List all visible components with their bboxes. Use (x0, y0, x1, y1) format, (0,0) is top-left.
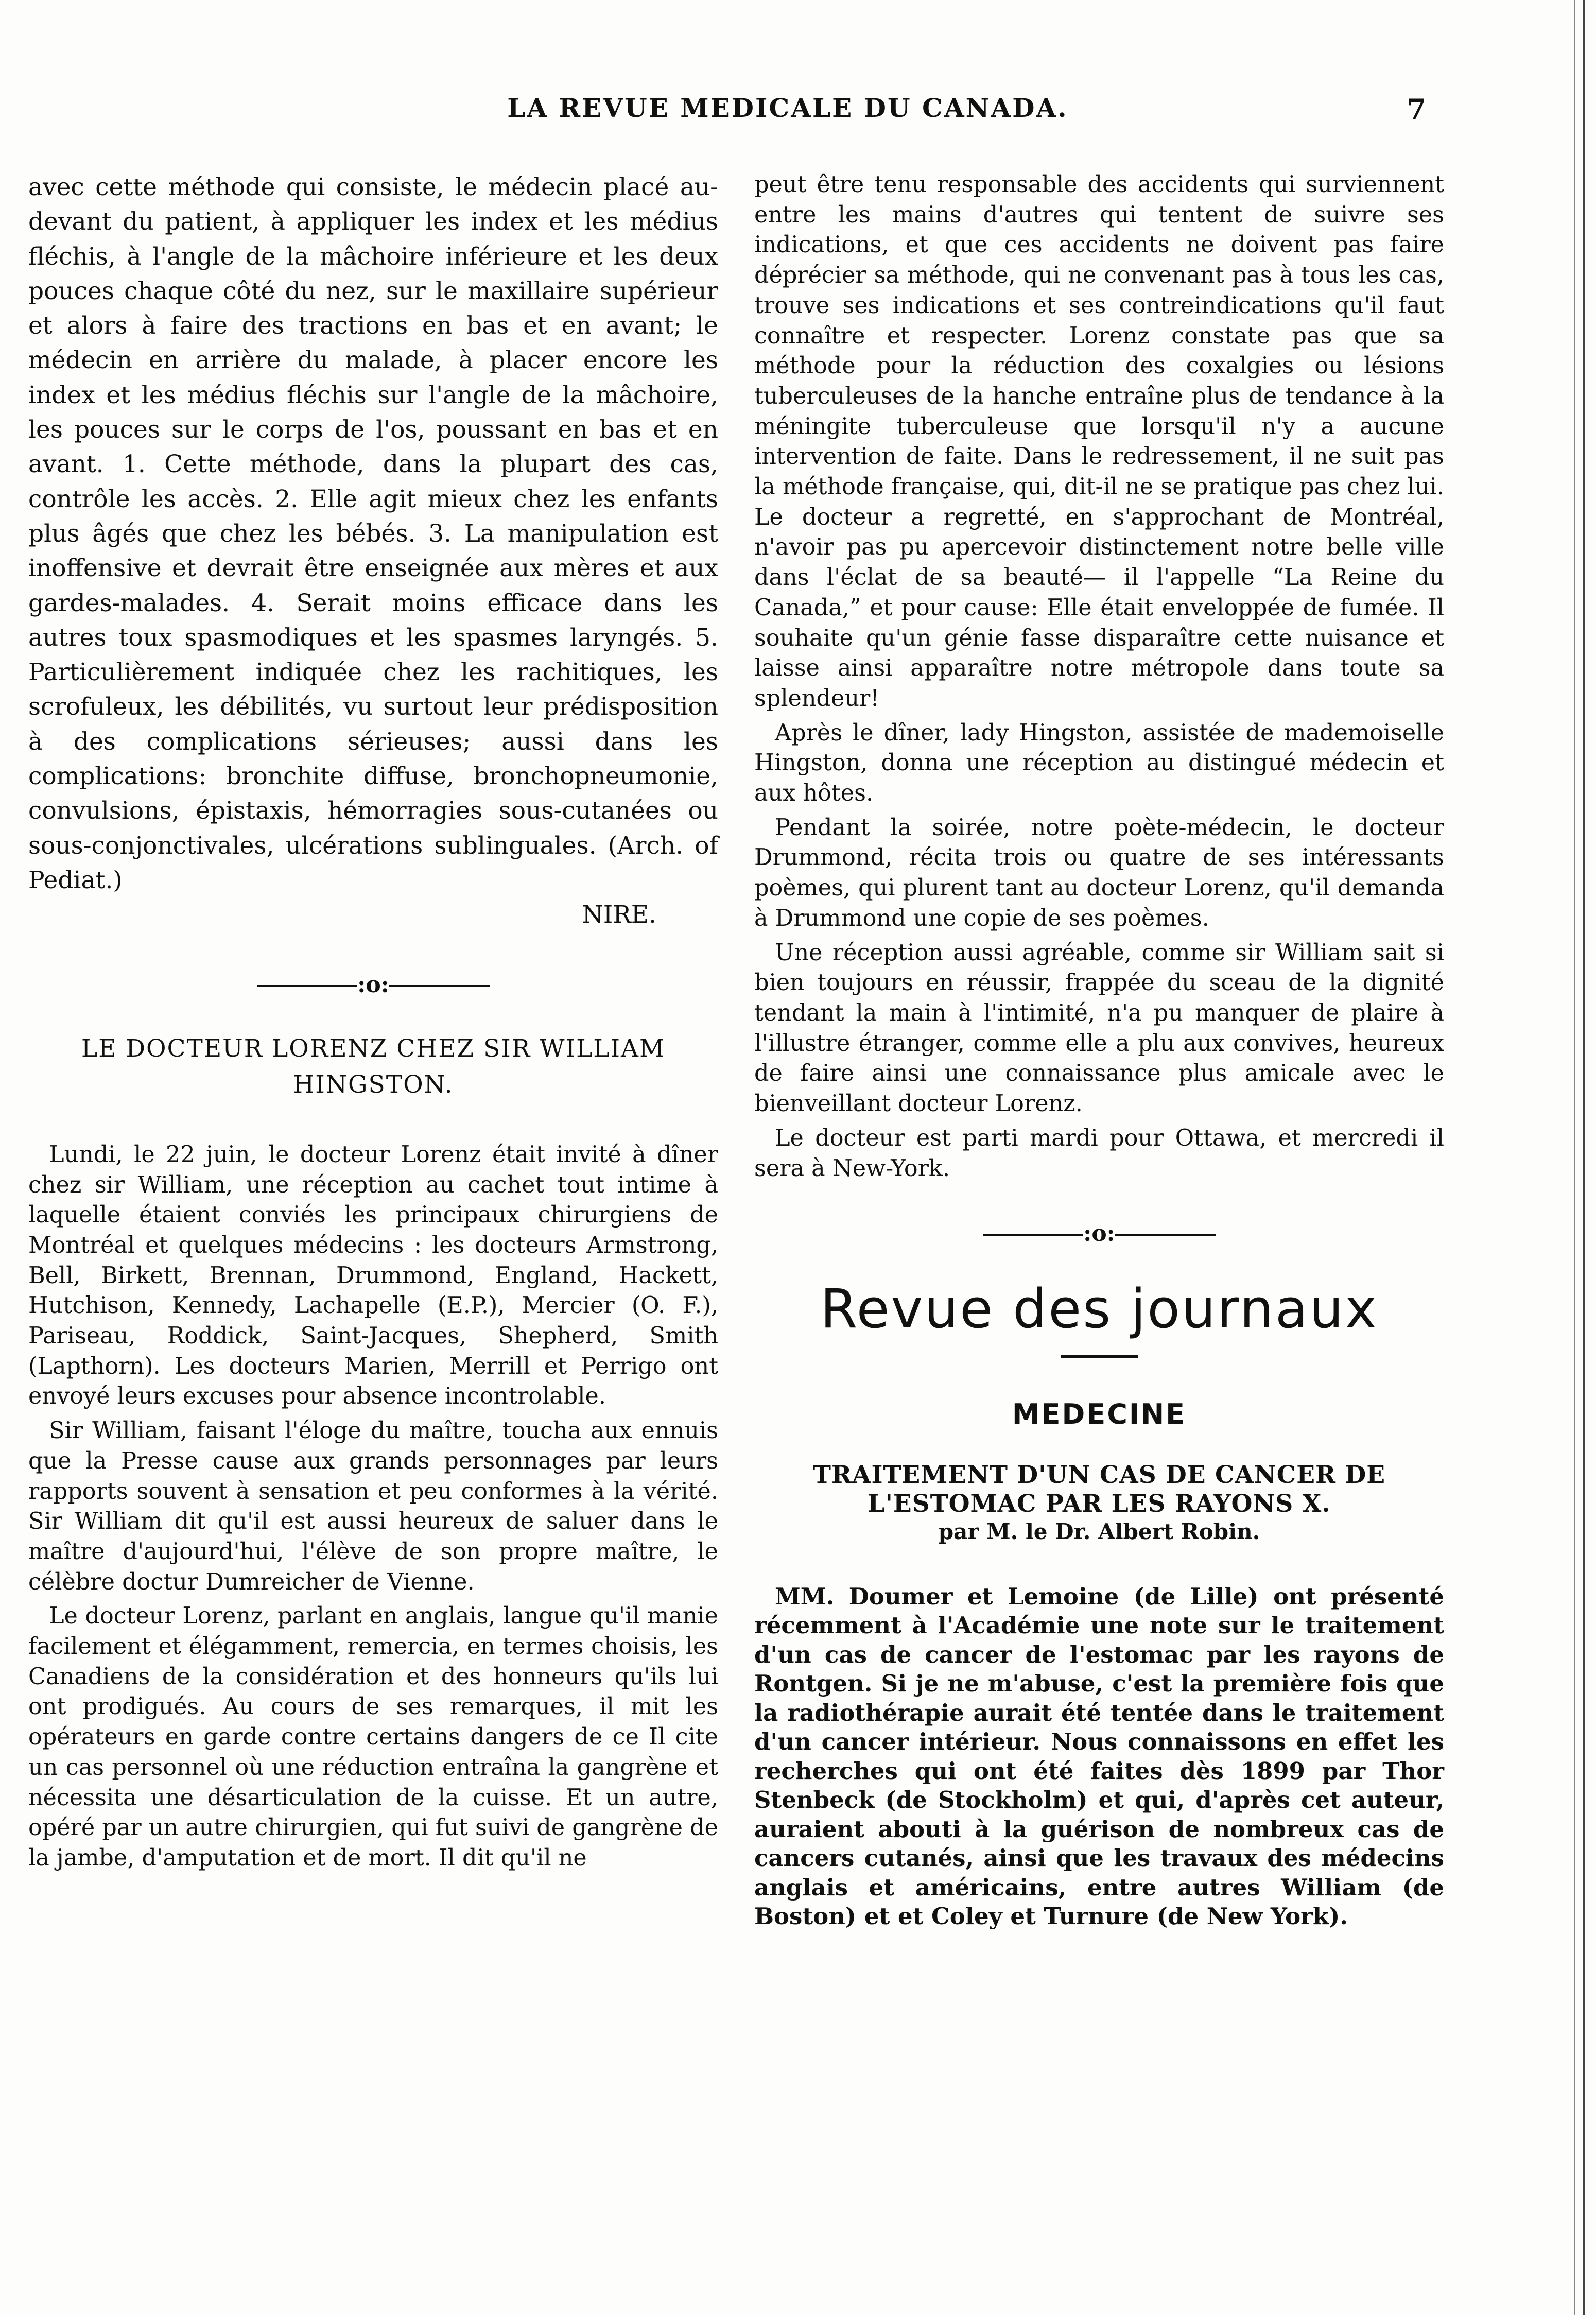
article-paragraph: Pendant la soirée, notre poète-médecin, le docteur Drummond, récita trois ou quatre de ses intéressants poèmes, qui plurent tant au docteur Lorenz, qu'il demanda à Drummond une copie de ses poèmes. (754, 814, 1444, 931)
review-paragraph: MM. Doumer et Lemoine (de Lille) ont présenté récemment à l'Académie une note sur le traitement d'un cas de cancer de l'estomac par les rayons de Rontgen. Si je ne m'abuse, c'est la première fois que la radiothérapie aurait été tentée dans le traitement d'un cancer intérieur. Nous connaissons en effet les recherches qui ont été faites dès 1899 par Thor Stenbeck (de Stockholm) et qui, d'après cet auteur, auraient abouti à la guérison de nombreux cas de cancers cutanés, ainsi que les travaux des médecins anglais et américains, entre autres William (de Boston) et et Coley et Turnure (de New York). (754, 1582, 1444, 1930)
separator-mark: :o: (357, 971, 389, 998)
right-column (754, 170, 1444, 1936)
page-edge (1583, 0, 1585, 2315)
separator (28, 968, 718, 1002)
article-title: LE DOCTEUR LORENZ CHEZ SIR WILLIAM HINGSTON. (81, 1034, 666, 1099)
separator (754, 1219, 1444, 1249)
separator-mark: :o: (1083, 1220, 1115, 1247)
page-number: 7 (1407, 93, 1426, 126)
author-signature: NIRE. (582, 901, 656, 929)
article-paragraph: peut être tenu responsable des accidents qui surviennent entre les mains d'autres qui tentent de suivre ses indications, et que ces accidents ne doivent pas faire déprécier sa méthode, qui ne convenant pas à tous les cas, trouve ses indications et ses contreindications qu'il faut connaître et respecter. Lorenz constate pas que sa méthode pour la réduction des coxalgies ou lésions tuberculeuses de la hanche entraîne plus de tendance à la méningite tuberculeuse que lorsqu'il n'y a aucune intervention de faite. Dans le redressement, il ne suit pas la méthode française, qui, dit-il ne se pratique pas chez lui. Le docteur a regretté, en s'approchant de Montréal, n'avoir pas pu apercevoir distinctement notre belle ville dans l'éclat de sa beauté— il l'appelle “La Reine du Canada,” et pour cause: Elle était enveloppée de fumée. Il souhaite qu'un génie fasse disparaître cette nuisance et laisse ainsi apparaître notre métropole dans toute sa splendeur! (754, 171, 1444, 712)
paragraph-method: avec cette méthode qui consiste, le médecin placé au-devant du patient, à appliquer les index et les médius fléchis, à l'angle de la mâchoire inférieure et les deux pouces chaque côté du nez, sur le maxillaire supérieur et alors à faire des tractions en bas et en avant; le médecin en arrière du malade, à placer encore les index et les médius fléchis sur l'angle de la mâchoire, les pouces sur le corps de l'os, poussant en bas et en avant. 1. Cette méthode, dans la plupart des cas, contrôle les accès. 2. Elle agit mieux chez les enfants plus âgés que chez les bébés. 3. La manipulation est inoffensive et devrait être enseignée aux mères et aux gardes-malades. 4. Serait moins efficace dans les autres toux spasmodiques et les spasmes laryngés. 5. Particulièrement indiquée chez les rachitiques, les scrofuleux, les débilités, vu surtout leur prédisposition à des complications sérieuses; aussi dans les complications: bronchite diffuse, bronchopneumonie, convulsions, épistaxis, hémorragies sous-cutanées ou sous-conjonctivales, ulcérations sublinguales. (Arch. of Pediat.) (28, 173, 718, 894)
article-paragraph: Une réception aussi agréable, comme sir William sait si bien toujours en réussir, frappée du sceau de la dignité tendant la main à l'intimité, n'a pu manquer de plaire à l'illustre étranger, comme elle a plu aux convives, heureux de faire ainsi une connaissance plus amicale avec le bienveillant docteur Lorenz. (754, 939, 1444, 1117)
running-head: LA REVUE MEDICALE DU CANADA. (507, 93, 1068, 123)
review-title: TRAITEMENT D'UN CAS DE CANCER DE L'ESTOMAC PAR LES RAYONS X. (812, 1460, 1386, 1518)
review-byline: par M. le Dr. Albert Robin. (938, 1518, 1260, 1544)
left-column (28, 170, 718, 1878)
section-title: Revue des journaux (820, 1277, 1378, 1340)
section-rule (1061, 1355, 1138, 1358)
separator-dash (983, 1234, 1083, 1236)
article-paragraph: Lundi, le 22 juin, le docteur Lorenz était invité à dîner chez sir William, une réception au cachet tout intime à laquelle étaient conviés les principaux chirurgiens de Montréal et quelques médecins : les docteurs Armstrong, Bell, Birkett, Brennan, Drummond, England, Hackett, Hutchison, Kennedy, Lachapelle (E.P.), Mercier (O. F.), Pariseau, Roddick, Saint-Jacques, Shepherd, Smith (Lapthorn). Les docteurs Marien, Merrill et Perrigo ont envoyé leurs excuses pour absence incontrolable. (28, 1141, 718, 1410)
article-paragraph: Sir William, faisant l'éloge du maître, toucha aux ennuis que la Presse cause aux grands personnages par leurs rapports souvent à sensation et peu conformes à la vérité. Sir William dit qu'il est aussi heureux de saluer dans le maître d'aujourd'hui, l'élève de son propre maître, le célèbre doctur Dumreicher de Vienne. (28, 1418, 718, 1595)
subsection-title: MEDECINE (1012, 1397, 1187, 1430)
article-paragraph: Le docteur est parti mardi pour Ottawa, et mercredi il sera à New-York. (754, 1125, 1444, 1182)
page-edge-inner (1574, 0, 1575, 2315)
separator-dash (389, 985, 490, 987)
article-body (28, 1140, 718, 1874)
separator-dash (1115, 1234, 1216, 1236)
article-paragraph: Le docteur Lorenz, parlant en anglais, langue qu'il manie facilement et élégamment, remercia, en termes choisis, les Canadiens de la considération et des honneurs qu'ils lui ont prodigués. Au cours de ses remarques, il mit les opérateurs en garde contre certains dangers de ce Il cite un cas personnel où une réduction entraîna la gangrène et nécessita une désarticulation de la cuisse. Et un autre, opéré par un autre chirurgien, qui fut suivi de gangrène de la jambe, d'amputation et de mort. Il dit qu'il ne (28, 1603, 718, 1871)
separator-dash (257, 985, 357, 987)
page-header (26, 93, 1426, 134)
article-paragraph: Après le dîner, lady Hingston, assistée de mademoiselle Hingston, donna une réception au distingué médecin et aux hôtes. (754, 719, 1444, 807)
